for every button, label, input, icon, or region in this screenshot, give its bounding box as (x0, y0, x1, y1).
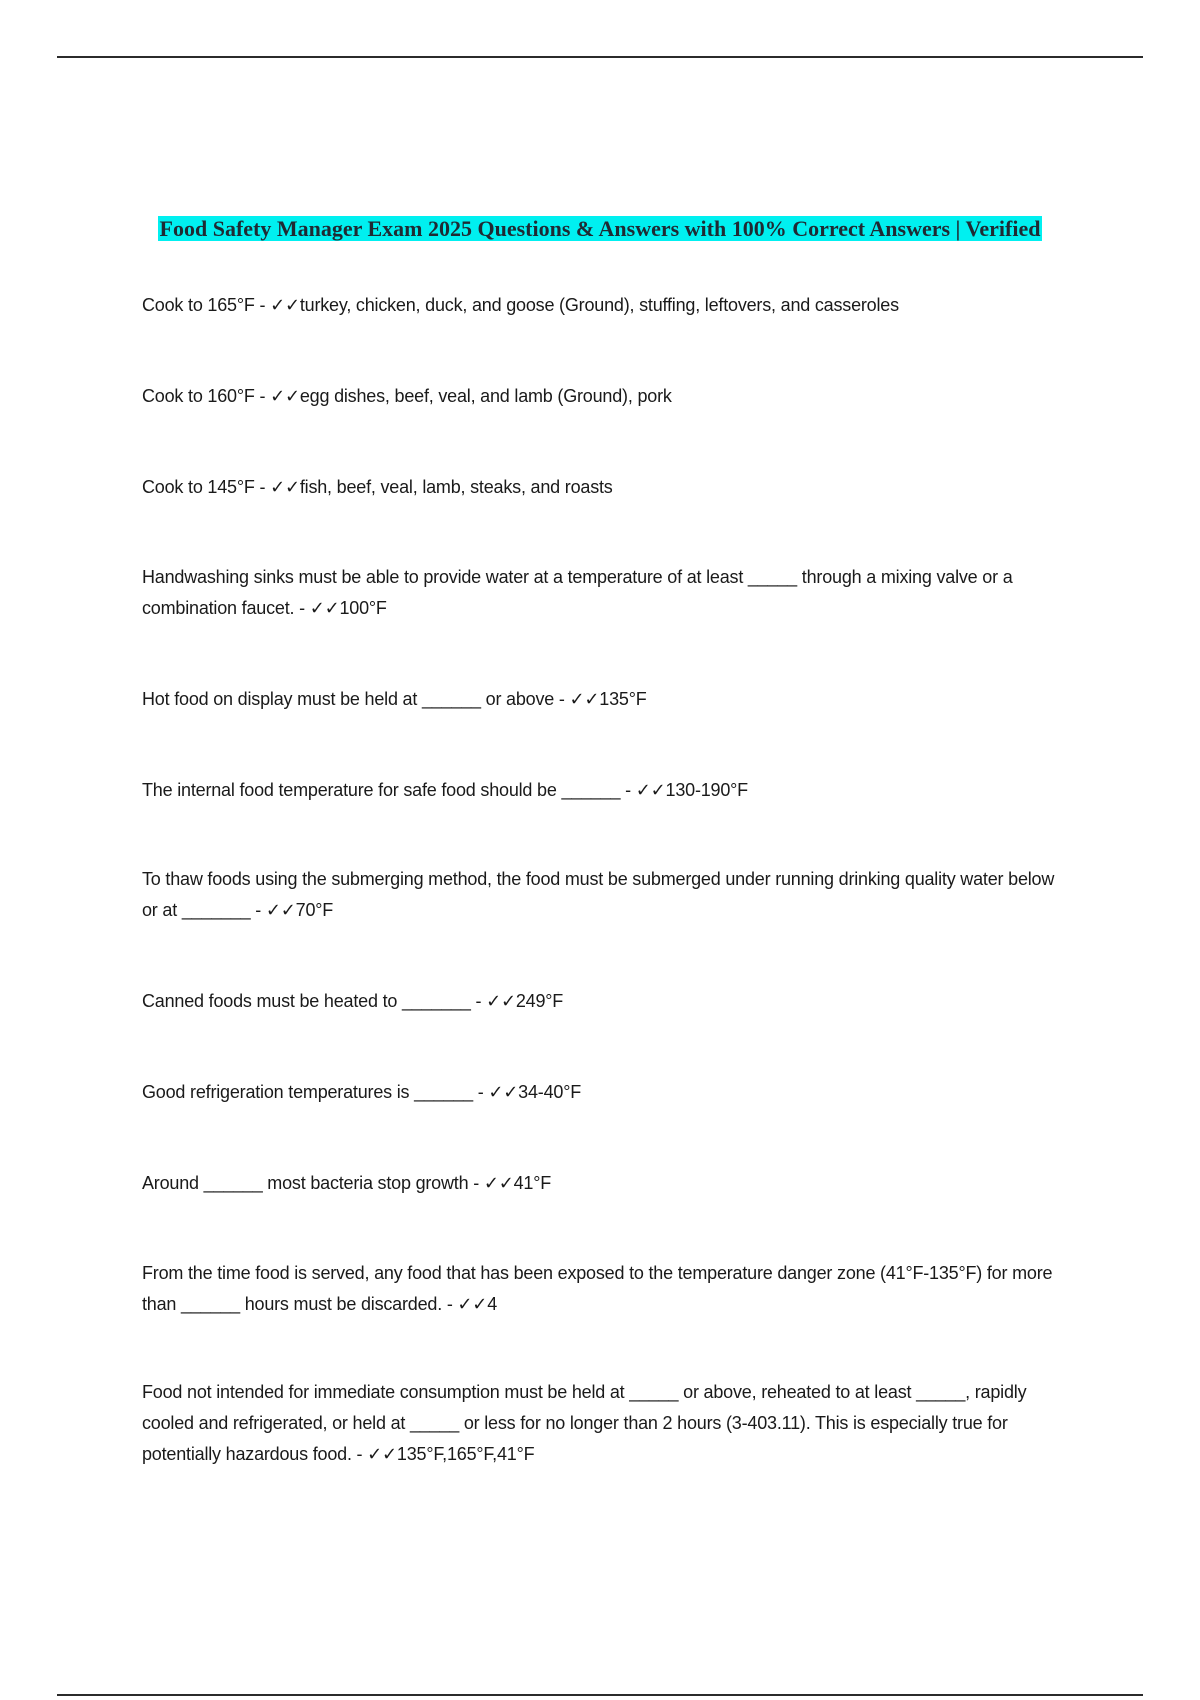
question-text: Around ______ most bacteria stop growth (142, 1173, 469, 1193)
question-text: Cook to 145°F (142, 477, 255, 497)
bottom-rule (57, 1694, 1143, 1696)
answer-text: 70°F (295, 900, 334, 920)
separator: - (250, 900, 266, 920)
checkmark-icon: ✓✓ (367, 1444, 397, 1465)
answer-text: egg dishes, beef, veal, and lamb (Ground), pork (299, 386, 672, 406)
question-text: Cook to 165°F (142, 295, 255, 315)
qa-item-7 (142, 864, 1062, 926)
checkmark-icon: ✓✓ (457, 1294, 488, 1315)
question-text: From the time food is served, any food that has been exposed to the temperature danger zone (41°F-135°F) for more than ______ hours must be discarded. (142, 1263, 1053, 1314)
checkmark-icon: ✓✓ (569, 689, 600, 710)
separator: - (351, 1444, 368, 1464)
answer-text: 135°F (599, 689, 647, 709)
separator: - (468, 1173, 484, 1193)
separator: - (254, 386, 271, 406)
checkmark-icon: ✓✓ (270, 295, 300, 316)
checkmark-icon: ✓✓ (488, 1082, 519, 1103)
checkmark-icon: ✓✓ (270, 477, 300, 498)
qa-item-4 (142, 562, 1062, 624)
question-text: Hot food on display must be held at ______ or above (142, 689, 555, 709)
separator: - (620, 780, 636, 800)
question-text: Good refrigeration temperatures is ______ (142, 1082, 473, 1102)
separator: - (442, 1294, 458, 1314)
answer-text: 34-40°F (518, 1082, 582, 1102)
checkmark-icon: ✓✓ (265, 900, 296, 921)
qa-item-2 (142, 381, 1062, 412)
qa-item-8 (142, 986, 1062, 1017)
qa-item-9 (142, 1077, 1062, 1108)
checkmark-icon: ✓✓ (270, 386, 300, 407)
top-rule (57, 56, 1143, 58)
question-text: Cook to 160°F (142, 386, 255, 406)
answer-text: 41°F (513, 1173, 551, 1193)
title-highlight: Food Safety Manager Exam 2025 Questions & Answers with 100% Correct Answers | Verified (159, 216, 1041, 241)
separator: - (254, 477, 271, 497)
checkmark-icon: ✓✓ (486, 991, 516, 1012)
qa-item-12 (142, 1377, 1062, 1470)
qa-item-1 (142, 290, 1062, 321)
qa-item-10 (142, 1168, 1062, 1199)
question-text: To thaw foods using the submerging method, the food must be submerged under running drinking quality water below or at _______ (142, 869, 1055, 920)
qa-item-11 (142, 1258, 1062, 1320)
answer-text: fish, beef, veal, lamb, steaks, and roasts (299, 477, 613, 497)
qa-item-5 (142, 684, 1062, 715)
document-title (150, 214, 1050, 243)
checkmark-icon: ✓✓ (635, 780, 666, 801)
question-text: The internal food temperature for safe food should be ______ (142, 780, 621, 800)
checkmark-icon: ✓✓ (483, 1173, 514, 1194)
answer-text: 4 (487, 1294, 497, 1314)
separator: - (473, 1082, 489, 1102)
separator: - (254, 295, 271, 315)
question-text: Handwashing sinks must be able to provide water at a temperature of at least _____ through a mixing valve or a combination faucet. (142, 567, 1013, 618)
question-text: Canned foods must be heated to _______ (142, 991, 471, 1011)
qa-item-3 (142, 472, 1062, 503)
qa-item-6 (142, 775, 1062, 806)
answer-text: 249°F (515, 991, 564, 1011)
answer-text: turkey, chicken, duck, and goose (Ground), stuffing, leftovers, and casseroles (299, 295, 899, 315)
answer-text: 100°F (339, 598, 387, 618)
separator: - (554, 689, 570, 709)
separator: - (294, 598, 310, 618)
checkmark-icon: ✓✓ (309, 598, 340, 619)
answer-text: 130-190°F (665, 780, 748, 800)
answer-text: 135°F,165°F,41°F (396, 1444, 535, 1464)
separator: - (470, 991, 487, 1011)
question-text: Food not intended for immediate consumption must be held at _____ or above, reheated to at least _____, rapidly cooled and refrigerated, or held at _____ or less for no longer than 2 hours (3-403.11). This is especially true for potentially hazardous food. (142, 1382, 1027, 1464)
